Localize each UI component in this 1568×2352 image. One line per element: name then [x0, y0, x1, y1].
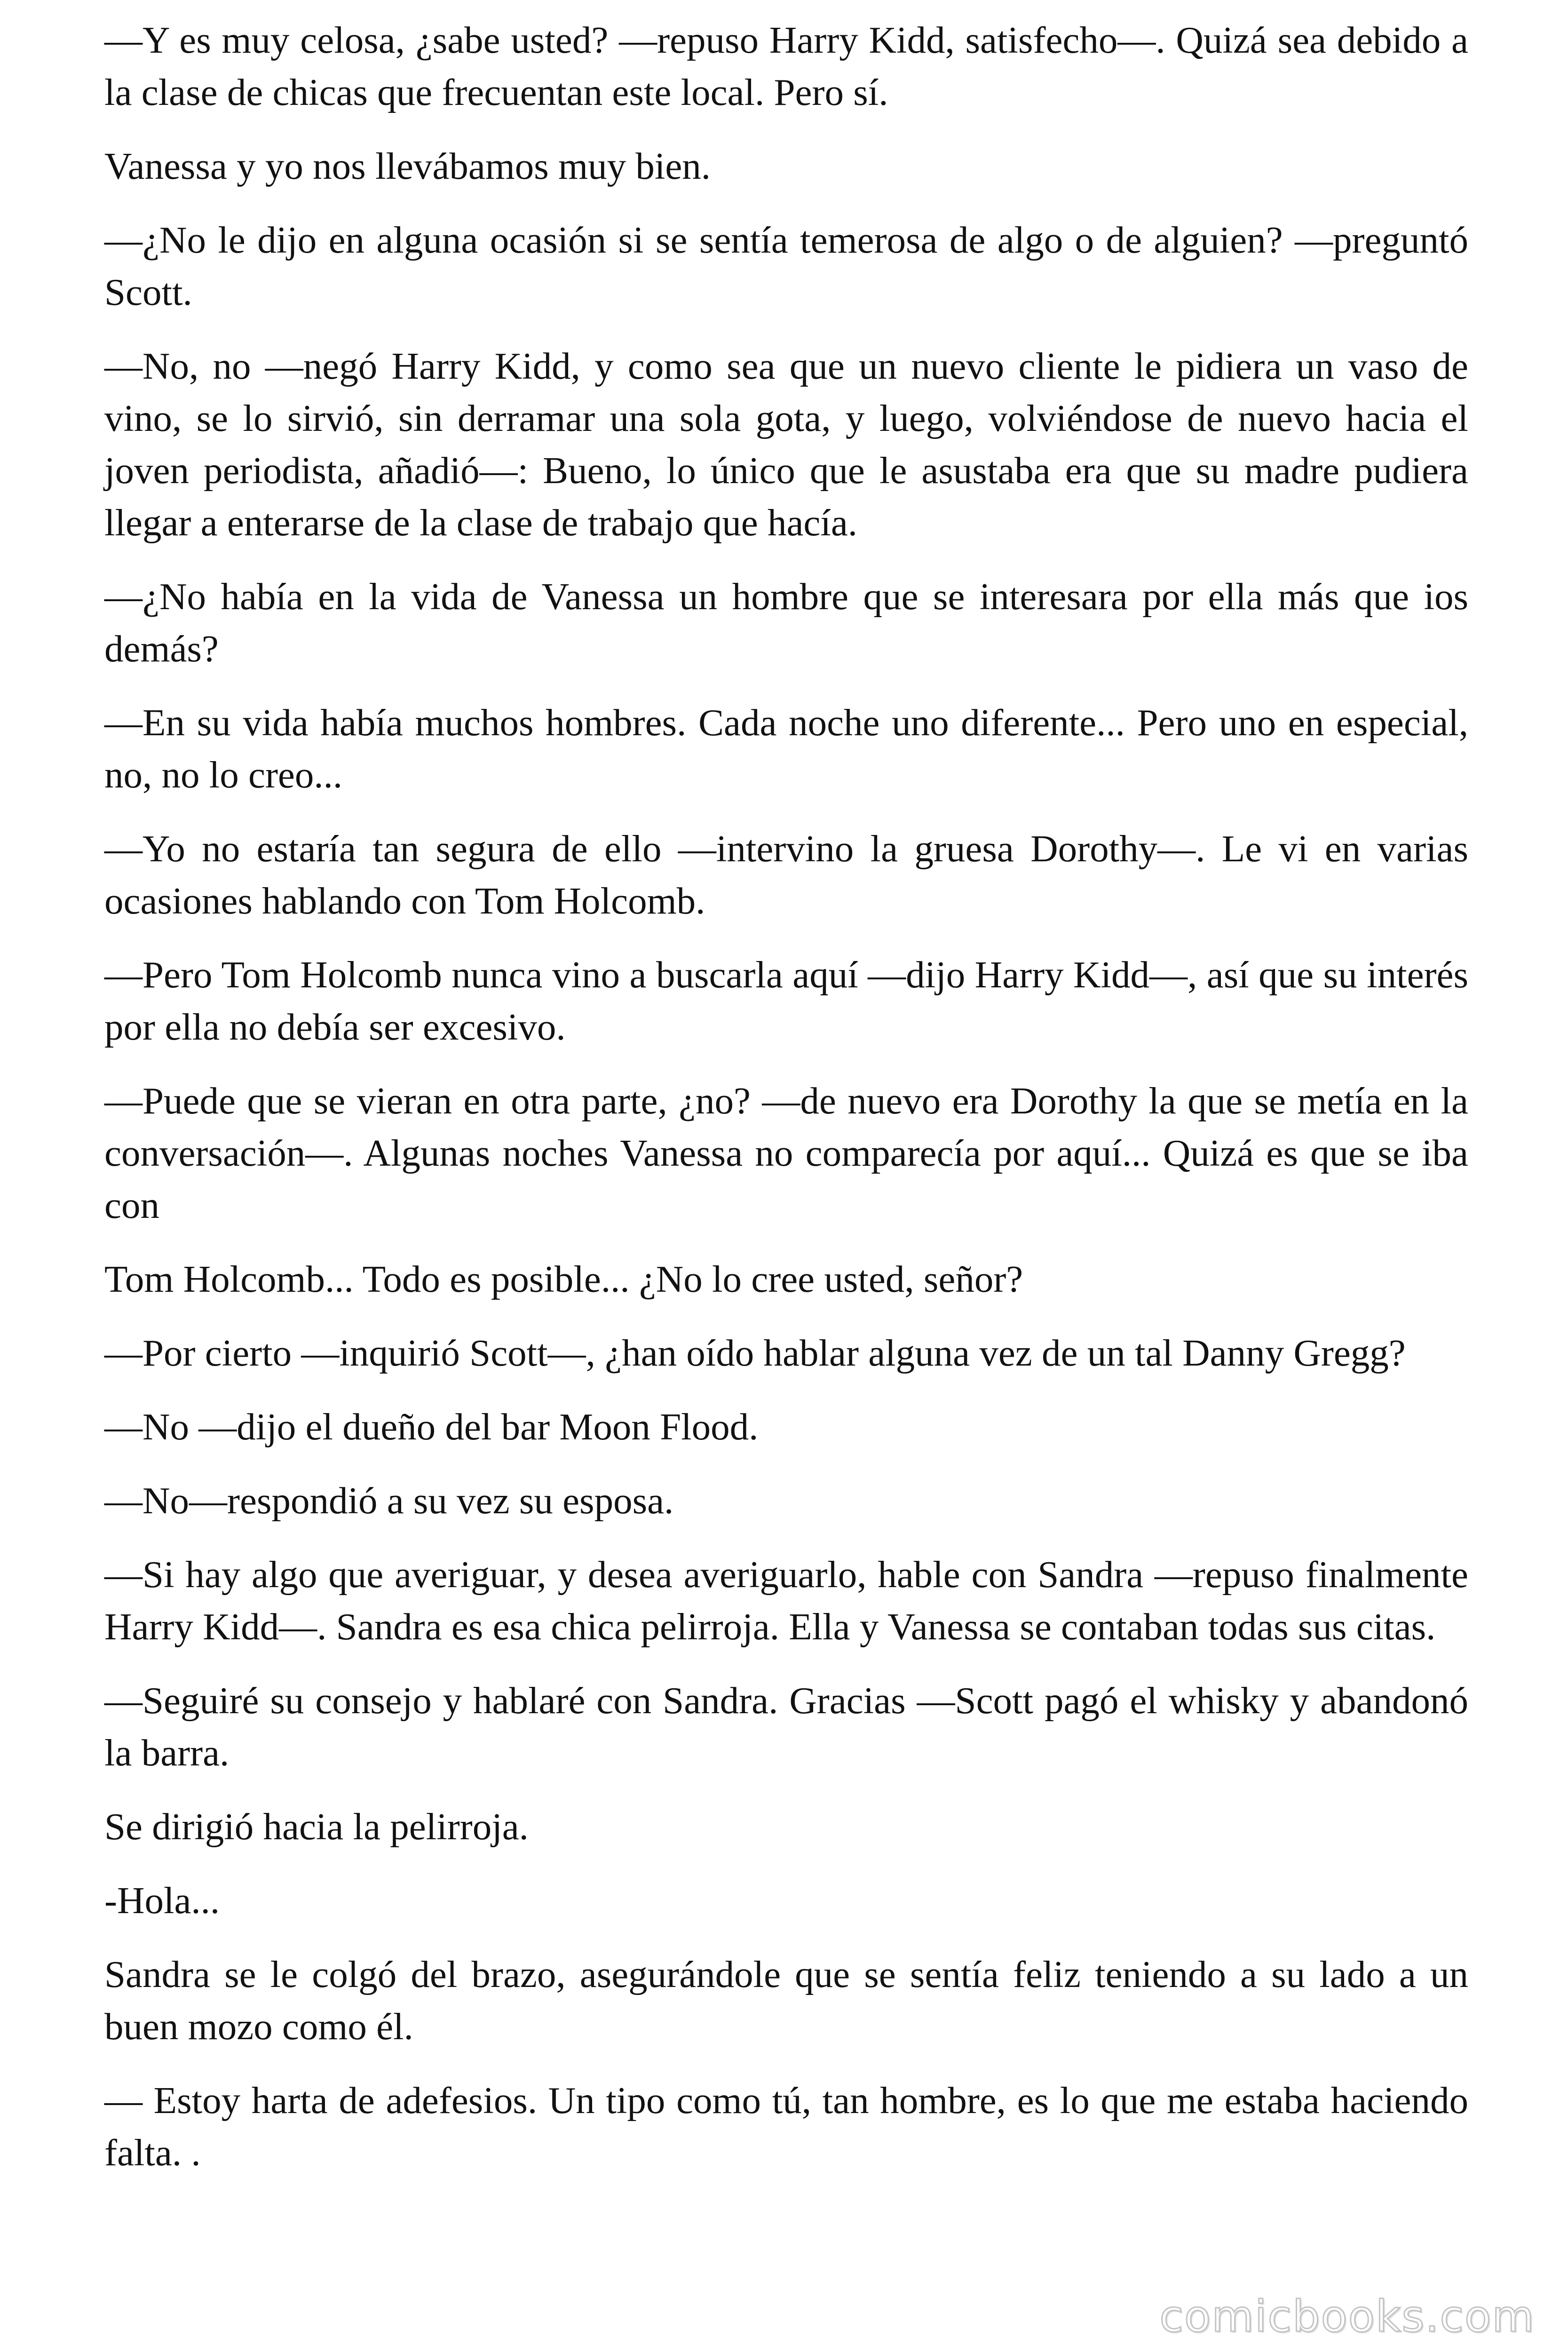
paragraph: -Hola...: [104, 1879, 220, 1922]
paragraph: Tom Holcomb... Todo es posible... ¿No lo cree usted, señor?: [104, 1258, 1023, 1300]
paragraph: —¿No había en la vida de Vanessa un hombre que se interesara por ella más que ios demás?: [104, 575, 1468, 670]
watermark: comicbooks.com: [1159, 2291, 1535, 2342]
paragraph: —Por cierto —inquirió Scott—, ¿han oído hablar alguna vez de un tal Danny Gregg?: [104, 1332, 1406, 1374]
paragraph: —Si hay algo que averiguar, y desea averiguarlo, hable con Sandra —repuso finalmente Harry Kidd—. Sandra es esa chica pelirroja. Ella y Vanessa se contaban todas sus citas.: [104, 1553, 1468, 1648]
paragraph: —Y es muy celosa, ¿sabe usted? —repuso Harry Kidd, satisfecho—. Quizá sea debido a la clase de chicas que frecuentan este local. Pero sí.: [104, 19, 1468, 113]
paragraph: Vanessa y yo nos llevábamos muy bien.: [104, 145, 711, 187]
paragraph: —Yo no estaría tan segura de ello —intervino la gruesa Dorothy—. Le vi en varias ocasiones hablando con Tom Holcomb.: [104, 827, 1468, 922]
paragraph: —No —dijo el dueño del bar Moon Flood.: [104, 1406, 759, 1448]
paragraph: —No—respondió a su vez su esposa.: [104, 1479, 674, 1522]
paragraph: —En su vida había muchos hombres. Cada noche uno diferente... Pero uno en especial, no, no lo creo...: [104, 701, 1468, 796]
paragraph: —¿No le dijo en alguna ocasión si se sentía temerosa de algo o de alguien? —preguntó Scott.: [104, 219, 1468, 313]
document-page: [104, 14, 1468, 2201]
paragraph: —No, no —negó Harry Kidd, y como sea que un nuevo cliente le pidiera un vaso de vino, se lo sirvió, sin derramar una sola gota, y luego, volviéndose de nuevo hacia el joven periodista, añadió—: Bueno, lo único que le asustaba era que su madre pudiera llegar a enterarse de la clase de trabajo que hacía.: [104, 345, 1468, 544]
paragraph: —Seguiré su consejo y hablaré con Sandra. Gracias —Scott pagó el whisky y abandonó la barra.: [104, 1679, 1468, 1774]
paragraph: —Puede que se vieran en otra parte, ¿no? —de nuevo era Dorothy la que se metía en la conversación—. Algunas noches Vanessa no comparecía por aquí... Quizá es que se iba con: [104, 1080, 1468, 1226]
paragraph: Se dirigió hacia la pelirroja.: [104, 1805, 529, 1848]
paragraph: Sandra se le colgó del brazo, asegurándole que se sentía feliz teniendo a su lado a un buen mozo como él.: [104, 1953, 1468, 2048]
paragraph: —Pero Tom Holcomb nunca vino a buscarla aquí —dijo Harry Kidd—, así que su interés por ella no debía ser excesivo.: [104, 954, 1468, 1048]
paragraph: — Estoy harta de adefesios. Un tipo como tú, tan hombre, es lo que me estaba haciendo falta. .: [104, 2079, 1468, 2174]
